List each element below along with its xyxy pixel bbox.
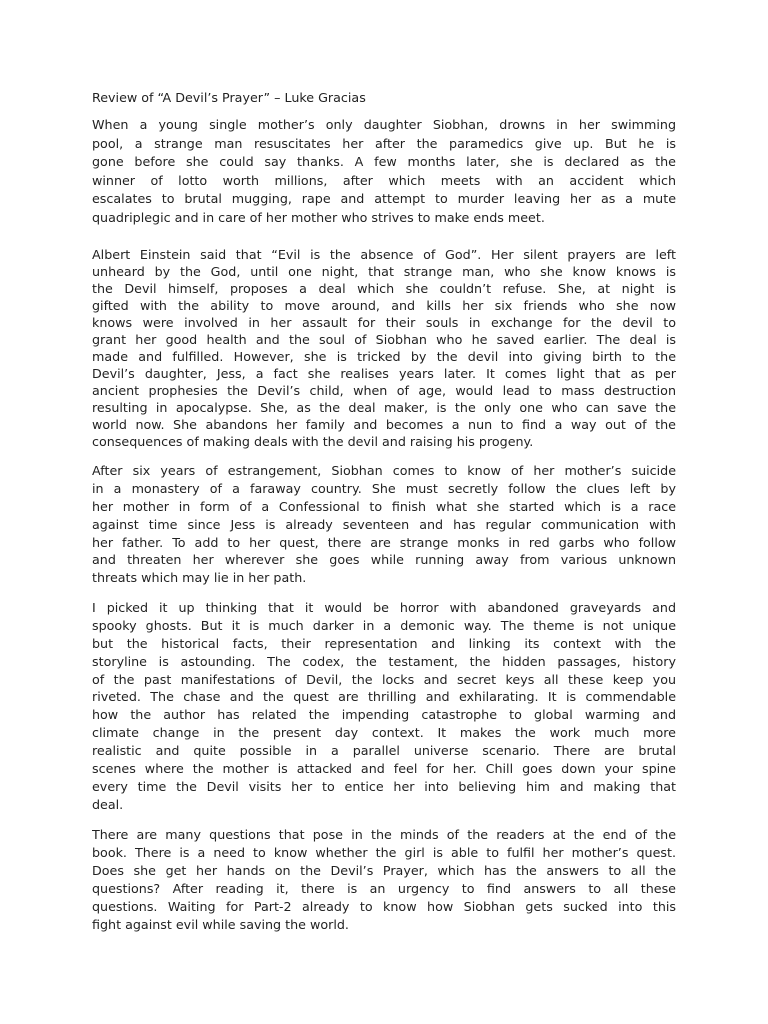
text-line: against time since Jess is already seventeen and has regular communication with <box>92 516 676 532</box>
text-line: escalates to brutal mugging, rape and attempt to murder leaving her as a mute <box>92 191 676 207</box>
text-line: her father. To add to her quest, there are strange monks in red garbs who follow <box>92 534 676 550</box>
text-line: world now. She abandons her family and becomes a nun to find a way out of the <box>92 417 676 432</box>
text-line: consequences of making deals with the devil and raising his progeny. <box>92 434 534 449</box>
text-line: Does she get her hands on the Devil’s Prayer, which has the answers to all the <box>92 863 676 878</box>
text-line: questions. Waiting for Part-2 already to know how Siobhan gets sucked into this <box>92 899 676 914</box>
text-line: ancient prophesies the Devil’s child, when of age, would lead to mass destruction <box>92 383 676 398</box>
text-line: gifted with the ability to move around, and kills her six friends who she now <box>92 298 676 313</box>
text-line: the Devil himself, proposes a deal which she couldn’t refuse. She, at night is <box>92 281 676 296</box>
text-line: questions? After reading it, there is an urgency to find answers to all these <box>92 881 676 896</box>
paragraph-1 <box>92 116 676 228</box>
text-line: and threaten her wherever she goes while running away from various unknown <box>92 552 676 568</box>
text-line: in a monastery of a faraway country. She must secretly follow the clues left by <box>92 480 676 496</box>
text-line: I picked it up thinking that it would be horror with abandoned graveyards and <box>92 600 676 615</box>
text-line: realistic and quite possible in a parallel universe scenario. There are brutal <box>92 743 676 759</box>
text-line: how the author has related the impending catastrophe to global warming and <box>92 707 676 723</box>
text-line: Albert Einstein said that “Evil is the absence of God”. Her silent prayers are left <box>92 247 676 262</box>
text-line: her mother in form of a Confessional to finish what she started which is a race <box>92 498 676 514</box>
text-line: but the historical facts, their representation and linking its context with the <box>92 635 676 651</box>
text-line: grant her good health and the soul of Siobhan who he saved earlier. The deal is <box>92 332 676 347</box>
text-line: unheard by the God, until one night, that strange man, who she know knows is <box>92 264 676 279</box>
text-line: every time the Devil visits her to entice her into believing him and making that <box>92 778 676 794</box>
text-line: spooky ghosts. But it is much darker in a demonic way. The theme is not unique <box>92 617 676 633</box>
text-line: pool, a strange man resuscitates her after the paramedics give up. But he is <box>92 135 676 151</box>
text-line: gone before she could say thanks. A few months later, she is declared as the <box>92 154 676 170</box>
paragraph-2 <box>92 246 676 450</box>
text-line: threats which may lie in her path. <box>92 570 307 586</box>
text-line: storyline is astounding. The codex, the testament, the hidden passages, history <box>92 653 676 669</box>
paragraph-5 <box>92 826 676 934</box>
text-line: Devil’s daughter, Jess, a fact she realises years later. It comes light that as per <box>92 366 676 381</box>
text-line: scenes where the mother is attacked and feel for her. Chill goes down your spine <box>92 761 676 777</box>
text-line: climate change in the present day context. It makes the work much more <box>92 725 676 741</box>
text-line: of the past manifestations of Devil, the locks and secret keys all these keep you <box>92 671 676 687</box>
text-line: resulting in apocalypse. She, as the deal maker, is the only one who can save the <box>92 400 676 415</box>
text-line: winner of lotto worth millions, after which meets with an accident which <box>92 172 676 188</box>
text-line: quadriplegic and in care of her mother who strives to make ends meet. <box>92 209 545 225</box>
text-line: After six years of estrangement, Siobhan comes to know of her mother’s suicide <box>92 463 676 478</box>
text-line: book. There is a need to know whether the girl is able to fulfil her mother’s quest. <box>92 845 676 860</box>
text-line: fight against evil while saving the world. <box>92 917 349 932</box>
text-line: deal. <box>92 796 124 812</box>
text-line: riveted. The chase and the quest are thrilling and exhilarating. It is commendable <box>92 689 676 705</box>
text-line: There are many questions that pose in the minds of the readers at the end of the <box>92 827 676 842</box>
paragraph-3 <box>92 462 676 587</box>
document-title: Review of “A Devil’s Prayer” – Luke Gracias <box>92 90 366 105</box>
text-line: When a young single mother’s only daughter Siobhan, drowns in her swimming <box>92 117 676 132</box>
text-line: made and fulfilled. However, she is tricked by the devil into giving birth to the <box>92 349 676 364</box>
text-line: knows were involved in her assault for their souls in exchange for the devil to <box>92 315 676 330</box>
paragraph-4 <box>92 599 676 814</box>
